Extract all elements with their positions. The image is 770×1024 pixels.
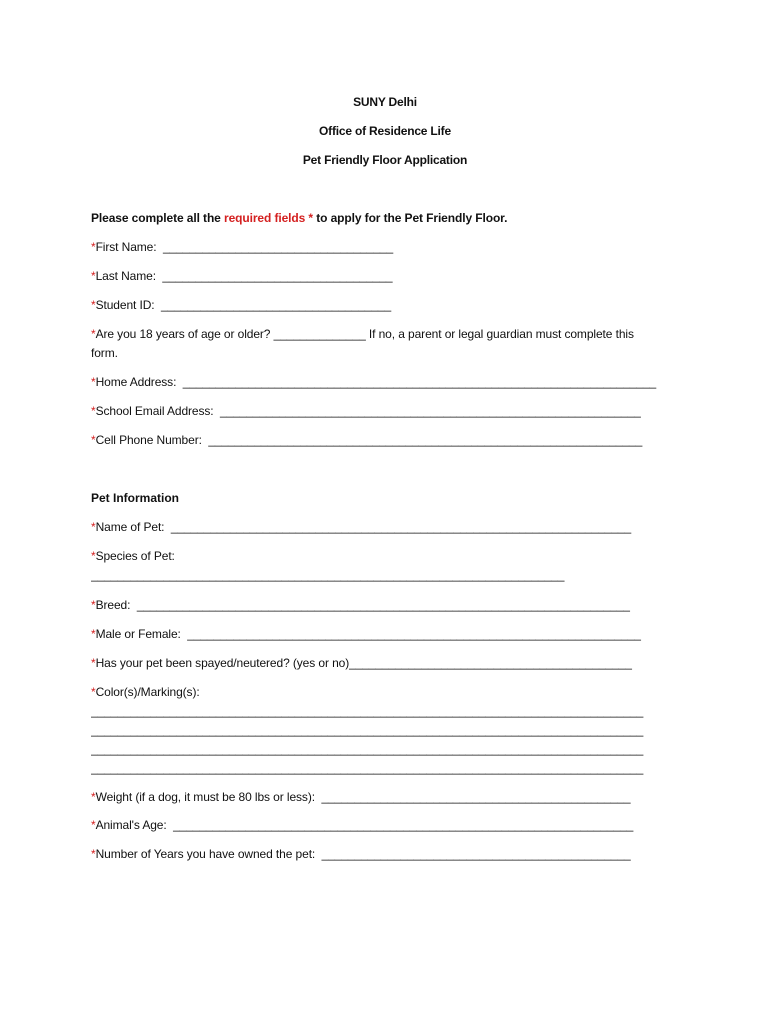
required-asterisk: * bbox=[91, 298, 96, 312]
color-field bbox=[91, 685, 678, 699]
animal-age-field[interactable] bbox=[91, 818, 678, 832]
species-line[interactable]: ________________________________________________________________________ bbox=[91, 568, 565, 582]
required-asterisk: * bbox=[91, 847, 96, 861]
required-asterisk: * bbox=[91, 656, 96, 670]
age-note: If no, a parent or legal guardian must complete this bbox=[368, 327, 634, 341]
species-field bbox=[91, 549, 678, 563]
color-line-1[interactable]: ____________________________________________________________________________________ bbox=[91, 704, 644, 718]
color-line-4[interactable]: ____________________________________________________________________________________ bbox=[91, 761, 644, 775]
breed-line[interactable]: ___________________________________________________________________________ bbox=[136, 598, 630, 612]
pet-information-heading: Pet Information bbox=[91, 491, 180, 505]
animal-age-label: Animal's Age: bbox=[95, 818, 167, 832]
required-asterisk: * bbox=[91, 818, 96, 832]
pet-name-field[interactable] bbox=[91, 520, 678, 534]
weight-label: Weight (if a dog, it must be 80 lbs or less): bbox=[95, 790, 315, 804]
required-asterisk: * bbox=[91, 520, 96, 534]
required-asterisk: * bbox=[91, 549, 96, 563]
instructions-before: Please complete all the bbox=[91, 211, 224, 225]
first-name-line[interactable]: ___________________________________ bbox=[162, 240, 394, 254]
required-asterisk: * bbox=[91, 375, 96, 389]
spayed-label: Has your pet been spayed/neutered? (yes or no) bbox=[95, 656, 350, 670]
spayed-line[interactable]: ___________________________________________ bbox=[349, 656, 632, 670]
species-label: Species of Pet: bbox=[95, 549, 175, 563]
sex-label: Male or Female: bbox=[95, 627, 181, 641]
breed-field[interactable] bbox=[91, 598, 678, 612]
required-asterisk: * bbox=[91, 627, 96, 641]
first-name-field[interactable] bbox=[91, 240, 678, 254]
years-owned-line[interactable]: _______________________________________________ bbox=[321, 847, 631, 861]
office-name: Office of Residence Life bbox=[319, 124, 451, 138]
years-owned-label: Number of Years you have owned the pet: bbox=[95, 847, 316, 861]
school-email-field[interactable] bbox=[91, 404, 678, 418]
required-asterisk: * bbox=[91, 433, 96, 447]
required-asterisk: * bbox=[91, 790, 96, 804]
last-name-line[interactable]: ___________________________________ bbox=[162, 269, 393, 283]
first-name-label: First Name: bbox=[95, 240, 157, 254]
age-field[interactable] bbox=[91, 327, 678, 341]
instructions bbox=[91, 211, 678, 225]
form-title: Pet Friendly Floor Application bbox=[302, 153, 468, 167]
pet-name-line[interactable]: ______________________________________________________________________ bbox=[170, 520, 632, 534]
age-note-continued: form. bbox=[91, 346, 118, 360]
home-address-field[interactable] bbox=[91, 375, 678, 389]
color-line-2[interactable]: ____________________________________________________________________________________ bbox=[91, 723, 644, 737]
required-asterisk: * bbox=[91, 685, 96, 699]
required-asterisk: * bbox=[91, 269, 96, 283]
instructions-after: to apply for the Pet Friendly Floor. bbox=[313, 211, 508, 225]
required-asterisk: * bbox=[91, 240, 96, 254]
cell-phone-field[interactable] bbox=[91, 433, 678, 447]
student-id-label: Student ID: bbox=[95, 298, 155, 312]
school-email-line[interactable]: ________________________________________________________________ bbox=[220, 404, 641, 418]
sex-line[interactable]: _____________________________________________________________________ bbox=[187, 627, 641, 641]
home-address-label: Home Address: bbox=[95, 375, 177, 389]
weight-line[interactable]: _______________________________________________ bbox=[321, 790, 631, 804]
student-id-line[interactable]: ___________________________________ bbox=[160, 298, 392, 312]
last-name-label: Last Name: bbox=[95, 269, 156, 283]
school-email-label: School Email Address: bbox=[95, 404, 214, 418]
required-asterisk: * bbox=[91, 404, 96, 418]
age-label: Are you 18 years of age or older? bbox=[95, 327, 271, 341]
required-asterisk: * bbox=[91, 598, 96, 612]
spayed-field[interactable] bbox=[91, 656, 678, 670]
pet-name-label: Name of Pet: bbox=[95, 520, 165, 534]
age-line[interactable]: ______________ bbox=[273, 327, 366, 341]
required-fields-highlight: required fields * bbox=[224, 211, 313, 225]
home-address-line[interactable]: ________________________________________________________________________ bbox=[182, 375, 657, 389]
years-owned-field[interactable] bbox=[91, 847, 678, 861]
color-line-3[interactable]: ____________________________________________________________________________________ bbox=[91, 742, 644, 756]
cell-phone-line[interactable]: __________________________________________________________________ bbox=[208, 433, 643, 447]
breed-label: Breed: bbox=[95, 598, 131, 612]
student-id-field[interactable] bbox=[91, 298, 678, 312]
color-label: Color(s)/Marking(s): bbox=[95, 685, 200, 699]
sex-field[interactable] bbox=[91, 627, 678, 641]
weight-field[interactable] bbox=[91, 790, 678, 804]
cell-phone-label: Cell Phone Number: bbox=[95, 433, 202, 447]
animal-age-line[interactable]: ______________________________________________________________________ bbox=[173, 818, 634, 832]
institution-name: SUNY Delhi bbox=[353, 95, 417, 109]
required-asterisk: * bbox=[91, 327, 96, 341]
last-name-field[interactable] bbox=[91, 269, 678, 283]
